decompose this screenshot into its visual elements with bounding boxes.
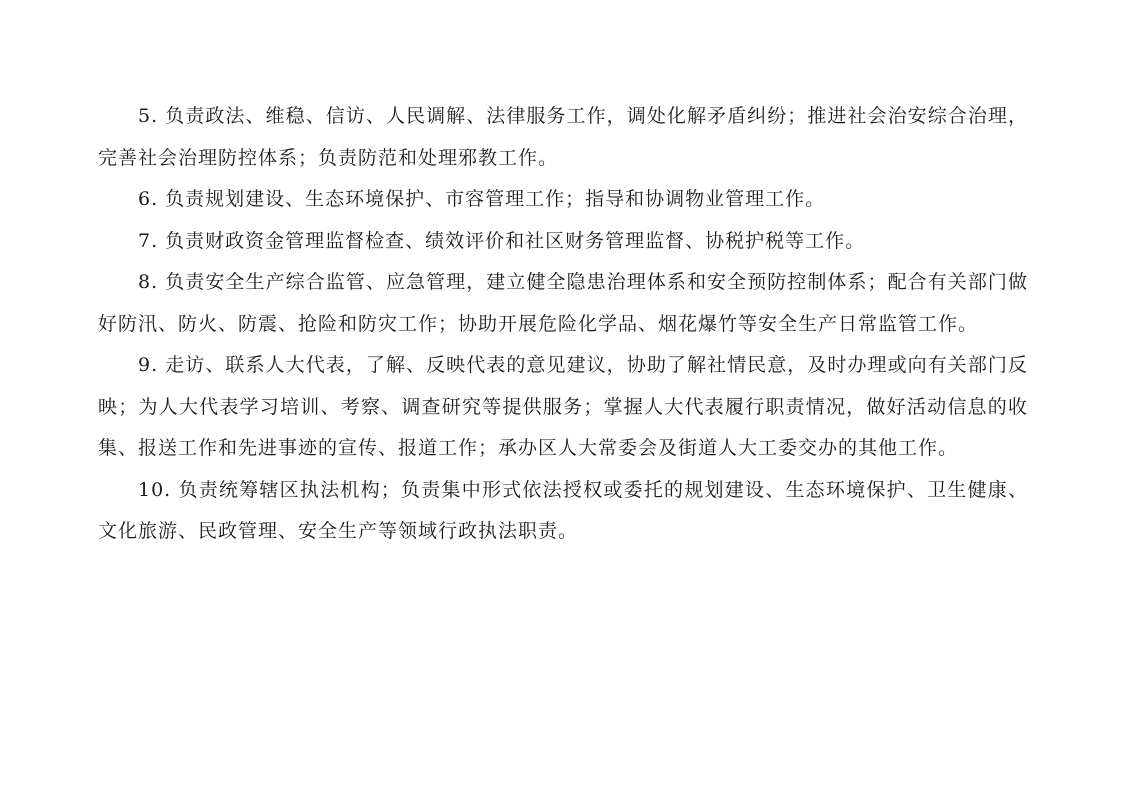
paragraph-item-10: 10. 负责统筹辖区执法机构；负责集中形式依法授权或委托的规划建设、生态环境保护、卫生健康、文化旅游、民政管理、安全生产等领域行政执法职责。 [98, 478, 1028, 542]
paragraph-item-8: 8. 负责安全生产综合监管、应急管理，建立健全隐患治理体系和安全预防控制体系；配合有关部门做好防汛、防火、防震、抢险和防灾工作；协助开展危险化学品、烟花爆竹等安全生产日常监管工作。 [98, 271, 1028, 335]
paragraph-item-9: 9. 走访、联系人大代表，了解、反映代表的意见建议，协助了解社情民意，及时办理或向有关部门反映；为人大代表学习培训、考察、调查研究等提供服务；掌握人大代表履行职责情况，做好活动信息的收集、报送工作和先进事迹的宣传、报道工作；承办区人大常委会及街道人大工委交办的其他工作。 [98, 354, 1028, 459]
paragraph-item-5: 5. 负责政法、维稳、信访、人民调解、法律服务工作，调处化解矛盾纠纷；推进社会治安综合治理，完善社会治理防控体系；负责防范和处理邪教工作。 [98, 105, 1028, 169]
paragraph-item-7: 7. 负责财政资金管理监督检查、绩效评价和社区财务管理监督、协税护税等工作。 [138, 229, 866, 252]
document-body [98, 96, 1028, 553]
paragraph-item-6: 6. 负责规划建设、生态环境保护、市容管理工作；指导和协调物业管理工作。 [138, 188, 826, 210]
